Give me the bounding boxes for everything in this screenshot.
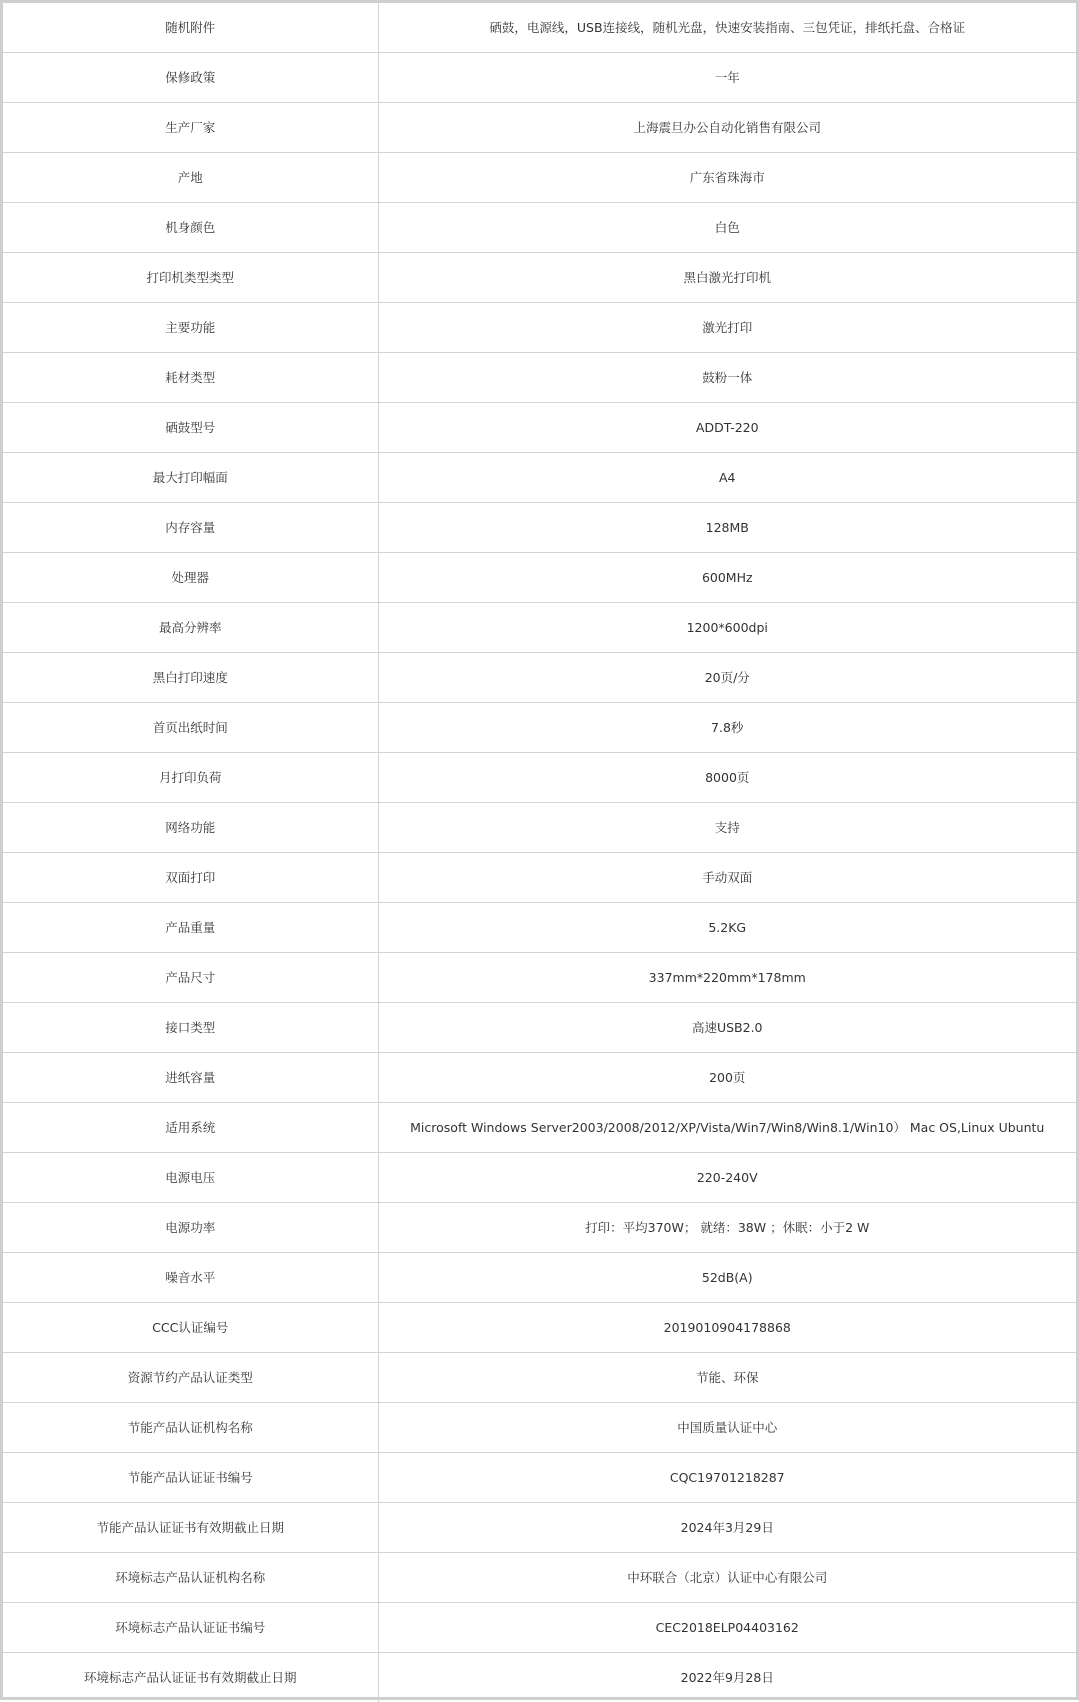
spec-label: 主要功能 [3, 303, 378, 353]
spec-row [3, 1303, 1076, 1353]
spec-row [3, 3, 1076, 53]
spec-label: 资源节约产品认证类型 [3, 1353, 378, 1403]
spec-label: 节能产品认证证书有效期截止日期 [3, 1503, 378, 1553]
spec-value: 中国质量认证中心 [378, 1403, 1076, 1453]
spec-row [3, 653, 1076, 703]
spec-label: 环境标志产品认证证书有效期截止日期 [3, 1653, 378, 1702]
spec-value: 2019010904178868 [378, 1303, 1076, 1353]
spec-value: 220-240V [378, 1153, 1076, 1203]
spec-row [3, 1353, 1076, 1403]
spec-label: 环境标志产品认证机构名称 [3, 1553, 378, 1603]
spec-label: 随机附件 [3, 3, 378, 53]
spec-row [3, 203, 1076, 253]
spec-value: 打印：平均370W； 就绪：38W ；休眠：小于2 W [378, 1203, 1076, 1253]
spec-label: 噪音水平 [3, 1253, 378, 1303]
spec-row [3, 1603, 1076, 1653]
spec-label: 月打印负荷 [3, 753, 378, 803]
spec-label: 首页出纸时间 [3, 703, 378, 753]
spec-value: 337mm*220mm*178mm [378, 953, 1076, 1003]
spec-row [3, 1103, 1076, 1153]
spec-row [3, 153, 1076, 203]
spec-value: 200页 [378, 1053, 1076, 1103]
spec-value: ADDT-220 [378, 403, 1076, 453]
spec-value: 白色 [378, 203, 1076, 253]
spec-label: 生产厂家 [3, 103, 378, 153]
spec-label: 电源功率 [3, 1203, 378, 1253]
spec-label: 产品尺寸 [3, 953, 378, 1003]
spec-value: 高速USB2.0 [378, 1003, 1076, 1053]
spec-row [3, 1653, 1076, 1702]
spec-row [3, 1503, 1076, 1553]
spec-value: CEC2018ELP04403162 [378, 1603, 1076, 1653]
spec-value: 上海震旦办公自动化销售有限公司 [378, 103, 1076, 153]
spec-value: 硒鼓，电源线，USB连接线，随机光盘，快速安装指南、三包凭证，排纸托盘、合格证 [378, 3, 1076, 53]
spec-table-body [3, 3, 1076, 1702]
spec-row [3, 503, 1076, 553]
spec-value: 一年 [378, 53, 1076, 103]
spec-row [3, 1453, 1076, 1503]
spec-label: 黑白打印速度 [3, 653, 378, 703]
spec-label: 网络功能 [3, 803, 378, 853]
spec-value: 中环联合（北京）认证中心有限公司 [378, 1553, 1076, 1603]
spec-row [3, 403, 1076, 453]
spec-label: 机身颜色 [3, 203, 378, 253]
spec-value: 8000页 [378, 753, 1076, 803]
spec-row [3, 1153, 1076, 1203]
spec-label: 适用系统 [3, 1103, 378, 1153]
spec-value: 鼓粉一体 [378, 353, 1076, 403]
spec-label: 双面打印 [3, 853, 378, 903]
spec-value: 节能、环保 [378, 1353, 1076, 1403]
spec-label: 最大打印幅面 [3, 453, 378, 503]
spec-row [3, 953, 1076, 1003]
spec-value: 手动双面 [378, 853, 1076, 903]
spec-value: 5.2KG [378, 903, 1076, 953]
spec-value: 128MB [378, 503, 1076, 553]
spec-row [3, 1203, 1076, 1253]
spec-value: 激光打印 [378, 303, 1076, 353]
spec-label: 节能产品认证证书编号 [3, 1453, 378, 1503]
spec-row [3, 803, 1076, 853]
spec-label: 耗材类型 [3, 353, 378, 403]
spec-row [3, 853, 1076, 903]
spec-label: CCC认证编号 [3, 1303, 378, 1353]
spec-row [3, 103, 1076, 153]
spec-value: 黑白激光打印机 [378, 253, 1076, 303]
spec-label: 接口类型 [3, 1003, 378, 1053]
spec-row [3, 1553, 1076, 1603]
spec-row [3, 603, 1076, 653]
spec-table [3, 3, 1076, 1702]
spec-row [3, 553, 1076, 603]
spec-value: 2022年9月28日 [378, 1653, 1076, 1702]
spec-label: 电源电压 [3, 1153, 378, 1203]
spec-value: CQC19701218287 [378, 1453, 1076, 1503]
spec-row [3, 253, 1076, 303]
spec-value: Microsoft Windows Server2003/2008/2012/XP/Vista/Win7/Win8/Win8.1/Win10） Mac OS,Linux Ubuntu [378, 1103, 1076, 1153]
spec-row [3, 1253, 1076, 1303]
spec-row [3, 303, 1076, 353]
spec-row [3, 703, 1076, 753]
spec-row [3, 1003, 1076, 1053]
spec-label: 节能产品认证机构名称 [3, 1403, 378, 1453]
spec-row [3, 453, 1076, 503]
spec-value: 广东省珠海市 [378, 153, 1076, 203]
spec-value: 20页/分 [378, 653, 1076, 703]
spec-value: A4 [378, 453, 1076, 503]
spec-value: 600MHz [378, 553, 1076, 603]
spec-label: 硒鼓型号 [3, 403, 378, 453]
spec-row [3, 1403, 1076, 1453]
spec-value: 52dB(A) [378, 1253, 1076, 1303]
spec-row [3, 753, 1076, 803]
spec-value: 支持 [378, 803, 1076, 853]
spec-row [3, 1053, 1076, 1103]
spec-row [3, 903, 1076, 953]
spec-label: 环境标志产品认证证书编号 [3, 1603, 378, 1653]
spec-row [3, 53, 1076, 103]
spec-label: 产地 [3, 153, 378, 203]
spec-label: 内存容量 [3, 503, 378, 553]
spec-value: 7.8秒 [378, 703, 1076, 753]
spec-label: 处理器 [3, 553, 378, 603]
spec-label: 最高分辨率 [3, 603, 378, 653]
spec-label: 打印机类型类型 [3, 253, 378, 303]
spec-row [3, 353, 1076, 403]
spec-label: 进纸容量 [3, 1053, 378, 1103]
spec-value: 2024年3月29日 [378, 1503, 1076, 1553]
spec-label: 保修政策 [3, 53, 378, 103]
spec-value: 1200*600dpi [378, 603, 1076, 653]
spec-label: 产品重量 [3, 903, 378, 953]
